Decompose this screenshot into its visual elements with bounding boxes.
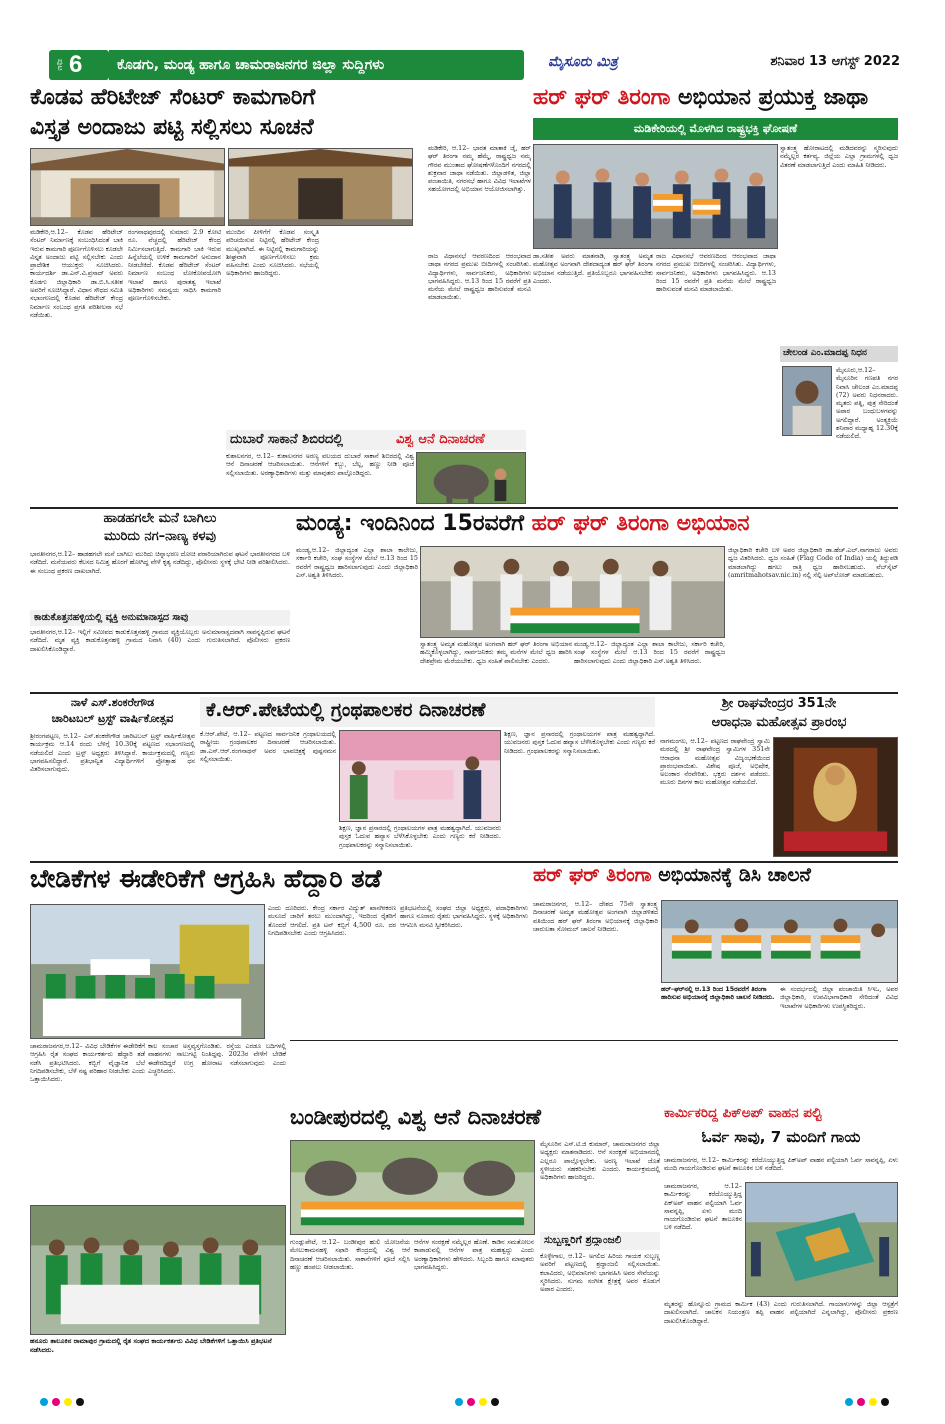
accident-headline-1: ಕಾರ್ಮಿಕರಿದ್ದ ಪಿಕ್‌ಅಪ್ ವಾಹನ ಪಲ್ಟಿ <box>664 1106 822 1121</box>
jatha-body-4: ಸ್ವಾತಂತ್ರ್ಯ ಹೋರಾಟದಲ್ಲಿ ಮಡಿದವರನ್ನು ಸ್ಮರಿಸುವುದು ನಮ್ಮೆಲ್ಲರ ಕರ್ತವ್ಯ. ಜಿಲ್ಲೆಯ ಎಲ್ಲಾ ಗ್ರಾಮಗಳಲ್ಲಿ ಧ್ವಜ ವಿತರಣೆ ಮಾಡಲಾಗುತ್ತಿದೆ ಎಂದು ಮಾಹಿತಿ ನೀಡಿದರು. <box>780 144 898 169</box>
protest-body-2: ಎಂದು ದೂರಿದರು. ಕೇಂದ್ರ ಸರ್ಕಾರ ವಿದ್ಯುತ್ ಖಾಸಗೀಕರಣ ಮಸೂದೆ ಜಾರಿಗೆ ತರಲು ಮುಂದಾಗಿದ್ದು, ಇದರಿಂದ ರೈತರಿಗೆ ತೊಂದರೆ ಆಗಲಿದೆ. ಪ್ರತಿ ಟನ್ ಕಬ್ಬಿಗೆ 4,500 ರೂ. ದರ ನಿಗದಿಪಡಿಸಬೇಕು ಎಂದು ಆಗ್ರಹಿಸಿದರು. <box>268 904 396 937</box>
protest-body-1: ಚಾಮರಾಜನಗರ,ಆ.12– ವಿವಿಧ ಬೇಡಿಕೆಗಳ ಈಡೇರಿಕೆಗೆ ಆಗ್ರಹಿಸಿ ರೈತ ಸಂಘದ ಕಾರ್ಯಕರ್ತರು ಹೆದ್ದಾರಿ ತಡೆ ನಡೆಸಿ ಪ್ರತಿಭಟಿಸಿದರು. ಕಬ್ಬಿಗೆ ವೈಜ್ಞಾನಿಕ ಬೆಲೆ ನಿಗದಿಪಡಿಸಬೇಕು, ಬೆಳೆ ನಷ್ಟ ಪರಿಹಾರ ನೀಡಬೇಕು ಎಂದು ಒತ್ತಾಯಿಸಿದರು. <box>30 1042 145 1084</box>
kodava-body-col-2: ರಂಗನಾಥಪುರದಲ್ಲಿ ಸುಮಾರು 2.9 ಕೋಟಿ ರೂ. ವೆಚ್ಚದಲ್ಲಿ ಹೆರಿಟೇಜ್ ಕೇಂದ್ರ ನಿರ್ಮಿಸಲಾಗುತ್ತಿದೆ. ಕಾಮಗಾರಿ ಬಾಕಿ ಇರುವ ಹಿನ್ನೆಲೆಯಲ್ಲಿ ಉಳಿಕೆ ಕಾಮಗಾರಿಗೆ ಅನುದಾನ ನೀಡಬೇಕಿದೆ. ಕೊಡವ ಹೆರಿಟೇಜ್ ಸೆಂಟರ್ ನಿರ್ಮಾಣ ಸಂಬಂಧ ಲೋಕೋಪಯೋಗಿ ಇಲಾಖೆ ಹಾಗೂ ಪುರಾತತ್ವ ಇಲಾಖೆ ಅಧಿಕಾರಿಗಳು ಸಮನ್ವಯ ಸಾಧಿಸಿ ಕಾಮಗಾರಿ ಪೂರ್ಣಗೊಳಿಸಬೇಕು. <box>128 228 221 303</box>
page-number-box <box>49 50 109 80</box>
library-body-2: ಶಿಕ್ಷಣ, ಜ್ಞಾನ ಪ್ರಸಾರದಲ್ಲಿ ಗ್ರಂಥಾಲಯಗಳ ಪಾತ್ರ ಮಹತ್ವದ್ದಾಗಿದೆ. ಯುವಜನರು ಪುಸ್ತಕ ಓದುವ ಹವ್ಯಾಸ ಬೆಳೆಸಿಕೊಳ್ಳಬೇಕು ಎಂದು ಗಣ್ಯರು ಕರೆ ನೀಡಿದರು. ಗ್ರಂಥಪಾಲಕರನ್ನು ಸನ್ಮಾನಿಸಲಾಯಿತು. <box>504 730 655 755</box>
death-headline: ಕಾಡುಕೊತ್ತನಹಳ್ಳಿಯಲ್ಲಿ ವ್ಯಕ್ತಿ ಅನುಮಾನಾಸ್ಪದ ಸಾವು <box>34 613 189 623</box>
kodava-body-col-3: ಮುಂದಿನ ಪೀಳಿಗೆಗೆ ಕೊಡವ ಸಂಸ್ಕೃತಿ ಪರಿಚಯಿಸುವ ನಿಟ್ಟಿನಲ್ಲಿ ಹೆರಿಟೇಜ್ ಕೇಂದ್ರ ಮುಖ್ಯವಾಗಿದೆ. ಈ ನಿಟ್ಟಿನಲ್ಲಿ ಕಾಮಗಾರಿಯನ್ನು ಶೀಘ್ರವಾಗಿ ಪೂರ್ಣಗೊಳಿಸಲು ಕ್ರಮ ವಹಿಸಬೇಕು ಎಂದು ಸೂಚಿಸಿದರು. ಸಭೆಯಲ್ಲಿ ಅಧಿಕಾರಿಗಳು ಹಾಜರಿದ್ದರು. <box>226 228 319 278</box>
dubare-headline-b: ವಿಶ್ವ ಆನೆ ದಿನಾಚರಣೆ <box>396 433 485 447</box>
tribute-body: ಕೊಳ್ಳೇಗಾಲ, ಆ.12– ಅಗಲಿದ ಹಿರಿಯ ಗಾಯಕ ಸುಬ್ಬಣ್ಣ ಅವರಿಗೆ ಪಟ್ಟಣದಲ್ಲಿ ಶ್ರದ್ಧಾಂಜಲಿ ಸಲ್ಲಿಸಲಾಯಿತು. ಕಲಾವಿದರು, ಅಭಿಮಾನಿಗಳು ಭಾಗವಹಿಸಿ ಅವರ ಸೇವೆಯನ್ನು ಸ್ಮರಿಸಿದರು. ಸುಗಮ ಸಂಗೀತ ಕ್ಷೇತ್ರಕ್ಕೆ ಅವರ ಕೊಡುಗೆ ಅಪಾರ ಎಂದರು. <box>540 1252 660 1294</box>
dc-headline-a: ಹರ್ ಘರ್ ತಿರಂಗಾ <box>533 866 652 886</box>
theft-body: ಭಾರತೀನಗರ,ಆ.12– ಹಾಡಹಗಲೇ ಮನೆ ಬಾಗಿಲು ಮುರಿದು ಚಿನ್ನಾಭರಣ ದೋಚಿ ಪರಾರಿಯಾಗಿರುವ ಘಟನೆ ಭಾರತೀನಗರದ ಬಳಿ ನಡೆದಿದೆ. ಮನೆಯವರು ಕೆಲಸದ ನಿಮಿತ್ತ ಹೊರಗೆ ಹೋಗಿದ್ದ ವೇಳೆ ಕೃತ್ಯ ನಡೆದಿದ್ದು, ಪೊಲೀಸರು ಸ್ಥಳಕ್ಕೆ ಭೇಟಿ ನೀಡಿ ಪರಿಶೀಲಿಸಿದರು. ಈ ಸಂಬಂಧ ಪ್ರಕರಣ ದಾಖಲಾಗಿದೆ. <box>30 550 290 575</box>
raghavendra-body: ನಾಗಮಂಗಲ, ಆ.12– ಪಟ್ಟಣದ ರಾಘವೇಂದ್ರ ಸ್ವಾಮಿ ಮಠದಲ್ಲಿ ಶ್ರೀ ರಾಘವೇಂದ್ರ ಸ್ವಾಮಿಗಳ 351ನೇ ಆರಾಧನಾ ಮಹೋತ್ಸವ ವಿಜೃಂಭಣೆಯಿಂದ ಪ್ರಾರಂಭವಾಯಿತು. ವಿಶೇಷ ಪೂಜೆ, ಅಭಿಷೇಕ, ಅಲಂಕಾರ ನೆರವೇರಿತು. ಭಕ್ತರು ದರ್ಶನ ಪಡೆದರು. ಮೂರು ದಿನಗಳ ಕಾಲ ಮಹೋತ್ಸವ ನಡೆಯಲಿದೆ. <box>660 737 770 787</box>
protest-body-4: ಕಾಲ ಸಂಚಾರ ಅಸ್ತವ್ಯಸ್ತಗೊಂಡಿತು. ರಸ್ತೆಯ ಎರಡೂ ಬದಿಗಳಲ್ಲಿ ವಾಹನಗಳು ಸಾಲುಗಟ್ಟಿ ನಿಂತಿದ್ದವು. 2023ರ ವೇಳೆಗೆ ಬೇಡಿಕೆ ಈಡೇರದಿದ್ದರೆ ಉಗ್ರ ಹೋರಾಟ ನಡೆಸಲಾಗುವುದು ಎಂದು ಎಚ್ಚರಿಸಿದರು. <box>148 1042 286 1075</box>
library-body-1b: ಶಿಕ್ಷಣ, ಜ್ಞಾನ ಪ್ರಸಾರದಲ್ಲಿ ಗ್ರಂಥಾಲಯಗಳ ಪಾತ್ರ ಮಹತ್ವದ್ದಾಗಿದೆ. ಯುವಜನರು ಪುಸ್ತಕ ಓದುವ ಹವ್ಯಾಸ ಬೆಳೆಸಿಕೊಳ್ಳಬೇಕು ಎಂದು ಗಣ್ಯರು ಕರೆ ನೀಡಿದರು. ಗ್ರಂಥಪಾಲಕರನ್ನು ಸನ್ಮಾನಿಸಲಾಯಿತು. <box>339 824 501 849</box>
temple-idol-photo <box>773 737 898 857</box>
mandya-body-2: ಸ್ವಾತಂತ್ರ್ಯ ಅಮೃತ ಮಹೋತ್ಸವ ಅಂಗವಾಗಿ ಹರ್ ಘರ್ ತಿರಂಗಾ ಅಭಿಯಾನ ಹಮ್ಮಿಕೊಳ್ಳಲಾಗಿದ್ದು, ಸಾರ್ವಜನಿಕರು ತಮ್ಮ ಮನೆಗಳ ಮೇಲೆ ಧ್ವಜ ಹಾರಿಸಿ ದೇಶಪ್ರೇಮ ಮೆರೆಯಬೇಕು. ಧ್ವಜ ಸಂಹಿತೆ ಪಾಲಿಸಬೇಕು ಎಂದರು. <box>420 640 572 665</box>
dc-headline <box>533 866 898 896</box>
jatha-body-3: ಡಾ.ಸತೀಶ ಅವರು ಮಾತನಾಡಿ, ಸ್ವಾತಂತ್ರ್ಯ ಅಮೃತ ಮಹೋತ್ಸವ ಅಂಗವಾಗಿ ದೇಶದಾದ್ಯಂತ ಹರ್ ಘರ್ ತಿರಂಗಾ ಅಭಿಯಾನ ನಡೆಯುತ್ತಿದೆ. ಪ್ರತಿಯೊಬ್ಬರೂ ಭಾಗವಹಿಸಬೇಕು ಎಂದರು. <box>533 252 653 285</box>
print-registration-marks <box>40 1398 84 1406</box>
accident-photo <box>745 1182 898 1297</box>
accident-headline-2: ಓರ್ವ ಸಾವು, 7 ಮಂದಿಗೆ ಗಾಯ <box>701 1130 861 1146</box>
bandipur-photo <box>290 1140 535 1235</box>
print-registration-marks <box>845 1398 889 1406</box>
protest-photo <box>30 904 265 1039</box>
divider <box>290 1040 898 1041</box>
mandya-photo <box>420 546 725 638</box>
mandya-headline-a: ಮಂಡ್ಯ: ಇಂದಿನಿಂದ 15ರವರೆಗೆ <box>296 512 524 536</box>
dubare-headline-a: ದುಬಾರೆ ಸಾಕಾನೆ ಶಿಬಿರದಲ್ಲಿ <box>230 433 344 447</box>
divider <box>30 861 898 863</box>
dc-photo <box>661 900 898 983</box>
obit-body: ಮೈಸೂರು,ಆ.12– ಮೈಸೂರಿನ ಗಣಪತಿ ನಗರ ನಿವಾಸಿ ಚೇಲಂಡ ಎಂ.ಮಾದಪ್ಪ (72) ಅವರು ನಿಧನರಾದರು. ಮೃತರು ಪತ್ನಿ, ಪುತ್ರ ಸೇರಿದಂತೆ ಅಪಾರ ಬಂಧುಬಳಗವನ್ನು ಅಗಲಿದ್ದಾರೆ. ಅಂತ್ಯಕ್ರಿಯೆ ಶನಿವಾರ ಮಧ್ಯಾಹ್ನ 12.30ಕ್ಕೆ ನಡೆಯಲಿದೆ. <box>836 366 898 441</box>
tribute-headline: ಸುಬ್ಬಣ್ಣರಿಗೆ ಶ್ರದ್ಧಾಂಜಲಿ <box>544 1235 622 1246</box>
accident-body-2: ಮೃತರನ್ನು ಹೊನ್ನೂರು ಗ್ರಾಮದ ಕಾರ್ಮಿಕ (43) ಎಂದು ಗುರುತಿಸಲಾಗಿದೆ. ಗಾಯಾಳುಗಳನ್ನು ಜಿಲ್ಲಾ ಆಸ್ಪತ್ರೆಗೆ ದಾಖಲಿಸಲಾಗಿದೆ. ಚಾಲಕನ ನಿಯಂತ್ರಣ ತಪ್ಪಿ ವಾಹನ ಪಲ್ಟಿಯಾಗಿದೆ ಎನ್ನಲಾಗಿದ್ದು, ಪೊಲೀಸರು ಪ್ರಕರಣ ದಾಖಲಿಸಿಕೊಂಡಿದ್ದಾರೆ. <box>664 1300 898 1325</box>
dubare-body: ಕುಶಾಲನಗರ, ಆ.12– ಕುಶಾಲನಗರ ಅರಣ್ಯ ವಲಯದ ದುಬಾರೆ ಸಾಕಾನೆ ಶಿಬಿರದಲ್ಲಿ ವಿಶ್ವ ಆನೆ ದಿನಾಚರಣೆ ಆಚರಿಸಲಾಯಿತು. ಆನೆಗಳಿಗೆ ಕಬ್ಬು, ಬೆಲ್ಲ, ಹಣ್ಣು ನೀಡಿ ಪೂಜೆ ಸಲ್ಲಿಸಲಾಯಿತು. ಅರಣ್ಯಾಧಿಕಾರಿಗಳು ಮತ್ತು ಮಾವುತರು ಪಾಲ್ಗೊಂಡಿದ್ದರು. <box>226 452 414 477</box>
bandipur-headline: ಬಂಡೀಪುರದಲ್ಲಿ ವಿಶ್ವ ಆನೆ ದಿನಾಚರಣೆ <box>290 1106 541 1129</box>
elephant-photo <box>416 452 526 504</box>
death-body: ಭಾರತೀನಗರ,ಆ.12– ಇಲ್ಲಿಗೆ ಸಮೀಪದ ಕಾಡುಕೊತ್ತನಹಳ್ಳಿ ಗ್ರಾಮದ ವ್ಯಕ್ತಿಯೊಬ್ಬರು ಅನುಮಾನಾಸ್ಪದವಾಗಿ ಸಾವನ್ನಪ್ಪಿರುವ ಘಟನೆ ನಡೆದಿದೆ. ಮೃತ ವ್ಯಕ್ತಿ ಕಾಡುಕೊತ್ತನಹಳ್ಳಿ ಗ್ರಾಮದ ನಿವಾಸಿ (40) ಎಂದು ಗುರುತಿಸಲಾಗಿದೆ. ಪೊಲೀಸರು ಪ್ರಕರಣ ದಾಖಲಿಸಿಕೊಂಡಿದ್ದಾರೆ. <box>30 628 290 653</box>
jatha-body-1: ಮಡಿಕೇರಿ, ಆ.12– ಭಾರತ ಮಾತಾಕಿ ಜೈ, ಹರ್ ಘರ್ ತಿರಂಗಾ ನಮ್ಮ ಹೆಮ್ಮೆ, ರಾಷ್ಟ್ರಧ್ವಜ ನಮ್ಮ ಗೌರವ ಮುಂತಾದ ಘೋಷಣೆಗಳೊಂದಿಗೆ ನಗರದಲ್ಲಿ ಶುಕ್ರವಾರ ಜಾಥಾ ನಡೆಯಿತು. ಜಿಲ್ಲಾಡಳಿತ, ಜಿಲ್ಲಾ ಪಂಚಾಯಿತಿ, ನಗರಸಭೆ ಹಾಗೂ ವಿವಿಧ ಇಲಾಖೆಗಳ ಸಹಯೋಗದಲ್ಲಿ ಅಭಿಯಾನ ಆಯೋಜಿಸಲಾಗಿತ್ತು. <box>428 144 531 194</box>
accident-body-1: ಚಾಮರಾಜನಗರ, ಆ.12– ಕಾರ್ಮಿಕರನ್ನು ಕರೆದೊಯ್ಯುತ್ತಿದ್ದ ಪಿಕ್‌ಅಪ್ ವಾಹನ ಪಲ್ಟಿಯಾಗಿ ಓರ್ವ ಸಾವನ್ನಪ್ಪಿ, ಏಳು ಮಂದಿ ಗಾಯಗೊಂಡಿರುವ ಘಟನೆ ತಾಲೂಕಿನ ಬಳಿ ನಡೆದಿದೆ. <box>664 1156 898 1173</box>
heritage-photo-1 <box>30 148 225 226</box>
accident-body-2a: ಚಾಮರಾಜನಗರ, ಆ.12– ಕಾರ್ಮಿಕರನ್ನು ಕರೆದೊಯ್ಯುತ್ತಿದ್ದ ಪಿಕ್‌ಅಪ್ ವಾಹನ ಪಲ್ಟಿಯಾಗಿ ಓರ್ವ ಸಾವನ್ನಪ್ಪಿ, ಏಳು ಮಂದಿ ಗಾಯಗೊಂಡಿರುವ ಘಟನೆ ತಾಲೂಕಿನ ಬಳಿ ನಡೆದಿದೆ. <box>664 1182 742 1232</box>
kodava-headline-2: ವಿಸ್ತೃತ ಅಂದಾಜು ಪಟ್ಟಿ ಸಲ್ಲಿಸಲು ಸೂಚನೆ <box>30 116 314 140</box>
protest-body-3: ಪ್ರತಿಭಟನೆಯಲ್ಲಿ ಸಂಘದ ಜಿಲ್ಲಾ ಅಧ್ಯಕ್ಷರು, ಪದಾಧಿಕಾರಿಗಳು ಹಾಗೂ ನೂರಾರು ರೈತರು ಭಾಗವಹಿಸಿದ್ದರು. ಸ್ಥಳಕ್ಕೆ ಅಧಿಕಾರಿಗಳು ಆಗಮಿಸಿ ಮನವಿ ಸ್ವೀಕರಿಸಿದರು. <box>400 904 528 929</box>
mandya-headline-b: ಹರ್ ಘರ್ ತಿರಂಗಾ ಅಭಿಯಾನ <box>531 512 750 536</box>
death-head-bar <box>30 610 290 626</box>
newspaper-name: ಮೈಸೂರು ಮಿತ್ರ <box>548 54 618 70</box>
divider <box>30 692 898 694</box>
protest-headline: ಬೇಡಿಕೆಗಳ ಈಡೇರಿಕೆಗೆ ಆಗ್ರಹಿಸಿ ಹೆದ್ದಾರಿ ತಡೆ <box>30 866 382 893</box>
jatha-headline-a: ಹರ್ ಘರ್ ತಿರಂಗಾ <box>533 86 671 110</box>
print-registration-marks <box>455 1398 499 1406</box>
trust-headline-2: ಚಾರಿಟಬಲ್ ಟ್ರಸ್ಟ್ ವಾರ್ಷಿಕೋತ್ಸವ <box>51 713 174 725</box>
jatha-photo <box>533 144 778 249</box>
protest-group-photo <box>30 1205 286 1335</box>
dc-body-1: ಚಾಮರಾಜನಗರ, ಆ.12– ದೇಶದ 75ನೇ ಸ್ವಾತಂತ್ರ್ಯ ದಿನಾಚರಣೆ ಅಮೃತ ಮಹೋತ್ಸವ ಅಂಗವಾಗಿ ಜಿಲ್ಲಾಡಳಿತದ ವತಿಯಿಂದ ಹರ್ ಘರ್ ತಿರಂಗಾ ಅಭಿಯಾನಕ್ಕೆ ಜಿಲ್ಲಾಧಿಕಾರಿ ಚಾರುಲತಾ ಸೋಮಲ್ ಚಾಲನೆ ನೀಡಿದರು. <box>533 900 658 933</box>
jatha-body-3b: ರಾಜ ವಿಧಾನಸಭೆ ಆವರಣದಿಂದ ಆರಂಭವಾದ ಜಾಥಾ ನಗರದ ಪ್ರಮುಖ ಬೀದಿಗಳಲ್ಲಿ ಸಂಚರಿಸಿತು. ವಿದ್ಯಾರ್ಥಿಗಳು, ಸಾರ್ವಜನಿಕರು, ಅಧಿಕಾರಿಗಳು ಭಾಗವಹಿಸಿದ್ದರು. ಆ.13 ರಿಂದ 15 ರವರೆಗೆ ಪ್ರತಿ ಮನೆಯ ಮೇಲೆ ರಾಷ್ಟ್ರಧ್ವಜ ಹಾರಿಸುವಂತೆ ಮನವಿ ಮಾಡಲಾಯಿತು. <box>656 252 776 294</box>
mandya-body-1: ಮಂಡ್ಯ,ಆ.12– ಜಿಲ್ಲಾದ್ಯಂತ ಎಲ್ಲಾ ಶಾಲಾ ಕಾಲೇಜು, ಸರ್ಕಾರಿ ಕಚೇರಿ, ಸಂಘ ಸಂಸ್ಥೆಗಳ ಮೇಲೆ ಆ.13 ರಿಂದ 15 ರವರೆಗೆ ರಾಷ್ಟ್ರಧ್ವಜ ಹಾರಿಸಲಾಗುವುದು ಎಂದು ಜಿಲ್ಲಾಧಿಕಾರಿ ಎಸ್.ಅಶ್ವತಿ ತಿಳಿಸಿದರು. <box>296 546 418 579</box>
dc-headline-b: ಅಭಿಯಾನಕ್ಕೆ ಡಿಸಿ ಚಾಲನೆ <box>658 866 811 886</box>
jatha-body-2: ರಾಜ ವಿಧಾನಸಭೆ ಆವರಣದಿಂದ ಆರಂಭವಾದ ಜಾಥಾ ನಗರದ ಪ್ರಮುಖ ಬೀದಿಗಳಲ್ಲಿ ಸಂಚರಿಸಿತು. ವಿದ್ಯಾರ್ಥಿಗಳು, ಸಾರ್ವಜನಿಕರು, ಅಧಿಕಾರಿಗಳು ಭಾಗವಹಿಸಿದ್ದರು. ಆ.13 ರಿಂದ 15 ರವರೆಗೆ ಪ್ರತಿ ಮನೆಯ ಮೇಲೆ ರಾಷ್ಟ್ರಧ್ವಜ ಹಾರಿಸುವಂತೆ ಮನವಿ ಮಾಡಲಾಯಿತು. <box>428 252 531 302</box>
library-body-1: ಕೆ.ಆರ್.ಪೇಟೆ, ಆ.12– ಪಟ್ಟಣದ ಸಾರ್ವಜನಿಕ ಗ್ರಂಥಾಲಯದಲ್ಲಿ ರಾಷ್ಟ್ರೀಯ ಗ್ರಂಥಪಾಲಕರ ದಿನಾಚರಣೆ ಆಚರಿಸಲಾಯಿತು. ಡಾ.ಎಸ್.ಆರ್.ರಂಗನಾಥನ್ ಅವರ ಭಾವಚಿತ್ರಕ್ಕೆ ಪುಷ್ಪನಮನ ಸಲ್ಲಿಸಲಾಯಿತು. <box>200 730 336 763</box>
dateline: ಶನಿವಾರ 13 ಆಗಸ್ಟ್ 2022 <box>770 54 900 69</box>
library-headline: ಕೆ.ಆರ್.ಪೇಟೆಯಲ್ಲಿ ಗ್ರಂಥಪಾಲಕರ ದಿನಾಚರಣೆ <box>200 697 655 727</box>
protest-caption: ಹನೂರು ತಾಲೂಕಿನ ರಾಮಾಪುರ ಗ್ರಾಮದಲ್ಲಿ ರೈತ ಸಂಘದ ಕಾರ್ಯಕರ್ತರು ವಿವಿಧ ಬೇಡಿಕೆಗಳಿಗೆ ಒತ್ತಾಯಿಸಿ ಪ್ರತಿಭಟನೆ ನಡೆಸಿದರು. <box>30 1337 272 1354</box>
speech-body: ಮೈಸೂರಿನ ಎಸ್.ಟಿ.ಜಿ ಕುಮಾರ್, ಚಾಮರಾಜನಗರ ಜಿಲ್ಲಾ ಅಧ್ಯಕ್ಷರು ಮಾತನಾಡಿದರು. ಆನೆ ಸಂರಕ್ಷಣೆ ಅಭಿಯಾನದಲ್ಲಿ ಎಲ್ಲರೂ ಪಾಲ್ಗೊಳ್ಳಬೇಕು. ಅರಣ್ಯ ಇಲಾಖೆ ಜೊತೆ ಸ್ಥಳೀಯರು ಸಹಕರಿಸಬೇಕು ಎಂದರು. ಕಾರ್ಯಕ್ರಮದಲ್ಲಿ ಅಧಿಕಾರಿಗಳು ಹಾಜರಿದ್ದರು. <box>540 1140 660 1182</box>
jatha-headline <box>533 86 898 114</box>
obit-headline: ಚೇಲಂಡ ಎಂ.ಮಾದಪ್ಪ ನಿಧನ <box>783 349 867 358</box>
divider <box>30 507 898 509</box>
trust-headline-1: ನಾಳೆ ಎಸ್.ಶಂಕರೇಗೌಡ <box>70 697 155 709</box>
kodava-body-col-1: ಮಡಿಕೇರಿ,ಆ.12– ಕೊಡವ ಹೆರಿಟೇಜ್ ಸೆಂಟರ್ ನಿರ್ಮಾಣಕ್ಕೆ ಸಂಬಂಧಿಸಿದಂತೆ ಬಾಕಿ ಇರುವ ಕಾಮಗಾರಿ ಪೂರ್ಣಗೊಳಿಸಲು ಕೂಡಲೇ ವಿಸ್ತೃತ ಅಂದಾಜು ಪಟ್ಟಿ ಸಲ್ಲಿಸಬೇಕು ಎಂದು ಪ್ರಾದೇಶಿಕ ಆಯುಕ್ತರು ಸೂಚಿಸಿದರು. ಕಾರ್ಯದರ್ಶಿ ಡಾ.ಎನ್.ವಿ.ಪ್ರಸಾದ್ ಅವರು ಕೊಡಗು ಜಿಲ್ಲಾಧಿಕಾರಿ ಡಾ.ಬಿ.ಸಿ.ಸತೀಶ ಅವರಿಗೆ ಸೂಚಿಸಿದ್ದಾರೆ. ವಿಧಾನ ಸೌಧದ ಸಮಿತಿ ಸಭಾಂಗಣದಲ್ಲಿ ಕೊಡವ ಹೆರಿಟೇಜ್ ಕೇಂದ್ರ ನಿರ್ಮಾಣ ಸಂಬಂಧ ಪ್ರಗತಿ ಪರಿಶೀಲನಾ ಸಭೆ ನಡೆಯಿತು. <box>30 228 123 319</box>
dubare-headline-bar <box>226 430 526 450</box>
library-photo <box>339 730 501 822</box>
raghavendra-headline-2: ಆರಾಧನಾ ಮಹೋತ್ಸವ ಪ್ರಾರಂಭ <box>711 716 847 730</box>
trust-body: ಶ್ರೀರಂಗಪಟ್ಟಣ, ಆ.12– ಎಸ್.ಶಂಕರೇಗೌಡ ಚಾರಿಟಬಲ್ ಟ್ರಸ್ಟ್ ವಾರ್ಷಿಕೋತ್ಸವ ಕಾರ್ಯಕ್ರಮ ಆ.14 ರಂದು ಬೆಳಿಗ್ಗೆ 10.30ಕ್ಕೆ ಪಟ್ಟಣದ ಸಭಾಂಗಣದಲ್ಲಿ ನಡೆಯಲಿದೆ ಎಂದು ಟ್ರಸ್ಟ್ ಅಧ್ಯಕ್ಷರು ತಿಳಿಸಿದ್ದಾರೆ. ಕಾರ್ಯಕ್ರಮದಲ್ಲಿ ಗಣ್ಯರು ಭಾಗವಹಿಸಲಿದ್ದಾರೆ. ಪ್ರತಿಭಾನ್ವಿತ ವಿದ್ಯಾರ್ಥಿಗಳಿಗೆ ಪ್ರೋತ್ಸಾಹ ಧನ ವಿತರಿಸಲಾಗುವುದು. <box>30 732 195 774</box>
mandya-headline <box>296 512 898 542</box>
page-label: ಪುಟ <box>56 59 65 71</box>
page-number: 6 <box>69 51 83 78</box>
obit-photo <box>782 366 832 436</box>
tribute-head-bar <box>540 1232 660 1250</box>
heritage-photo-2 <box>228 148 413 226</box>
bandipur-body-1: ಗುಂಡ್ಲುಪೇಟೆ, ಆ.12– ಬಂಡೀಪುರ ಹುಲಿ ಯೋಜನೆಯ ಮೇಲುಕಾಮನಹಳ್ಳಿ ಸಫಾರಿ ಕೇಂದ್ರದಲ್ಲಿ ವಿಶ್ವ ಆನೆ ದಿನಾಚರಣೆ ಆಚರಿಸಲಾಯಿತು. ಸಾಕಾನೆಗಳಿಗೆ ಪೂಜೆ ಸಲ್ಲಿಸಿ ಹಣ್ಣು ಹಂಪಲು ನೀಡಲಾಯಿತು. <box>290 1238 410 1271</box>
section-title: ಕೊಡಗು, ಮಂಡ್ಯ ಹಾಗೂ ಚಾಮರಾಜನಗರ ಜಿಲ್ಲಾ ಸುದ್ದಿಗಳು <box>109 50 524 80</box>
jatha-kicker: ಮಡಿಕೇರಿಯಲ್ಲಿ ಮೊಳಗಿದ ರಾಷ್ಟ್ರಭಕ್ತಿ ಘೋಷಣೆ <box>533 118 898 140</box>
dc-caption: ಹರ್–ಘರ್‌ನಲ್ಲಿ ಆ.13 ರಿಂದ 15ರವರೆಗೆ ತಿರಂಗಾ ಹಾರಿಸುವ ಅಭಿಯಾನಕ್ಕೆ ಜಿಲ್ಲಾಧಿಕಾರಿ ಚಾಲನೆ ನೀಡಿದರು. <box>661 985 775 1002</box>
raghavendra-headline-1: ಶ್ರೀ ರಾಘವೇಂದ್ರರ 351ನೇ <box>721 697 837 711</box>
dc-body-3: ಈ ಸಂದರ್ಭದಲ್ಲಿ ಜಿಲ್ಲಾ ಪಂಚಾಯಿತಿ ಸಿಇಒ, ಅಪರ ಜಿಲ್ಲಾಧಿಕಾರಿ, ಉಪವಿಭಾಗಾಧಿಕಾರಿ ಸೇರಿದಂತೆ ವಿವಿಧ ಇಲಾಖೆಗಳ ಅಧಿಕಾರಿಗಳು ಉಪಸ್ಥಿತರಿದ್ದರು. <box>780 985 898 1010</box>
bandipur-body-2: ಆನೆಗಳ ಸಂರಕ್ಷಣೆ ನಮ್ಮೆಲ್ಲರ ಹೊಣೆ. ಕಾಡಿನ ಸಮತೋಲನ ಕಾಪಾಡುವಲ್ಲಿ ಆನೆಗಳ ಪಾತ್ರ ಮಹತ್ವದ್ದು ಎಂದು ಅರಣ್ಯಾಧಿಕಾರಿಗಳು ಹೇಳಿದರು. ಸಿಬ್ಬಂದಿ ಹಾಗೂ ಮಾವುತರು ಭಾಗವಹಿಸಿದ್ದರು. <box>414 1238 534 1271</box>
mandya-body-2b: ಮಂಡ್ಯ,ಆ.12– ಜಿಲ್ಲಾದ್ಯಂತ ಎಲ್ಲಾ ಶಾಲಾ ಕಾಲೇಜು, ಸರ್ಕಾರಿ ಕಚೇರಿ, ಸಂಘ ಸಂಸ್ಥೆಗಳ ಮೇಲೆ ಆ.13 ರಿಂದ 15 ರವರೆಗೆ ರಾಷ್ಟ್ರಧ್ವಜ ಹಾರಿಸಲಾಗುವುದು ಎಂದು ಜಿಲ್ಲಾಧಿಕಾರಿ ಎಸ್.ಅಶ್ವತಿ ತಿಳಿಸಿದರು. <box>574 640 725 665</box>
jatha-headline-b: ಅಭಿಯಾನ ಪ್ರಯುಕ್ತ ಜಾಥಾ <box>678 86 869 110</box>
theft-headline-1: ಹಾಡಹಗಲೇ ಮನೆ ಬಾಗಿಲು <box>103 512 217 526</box>
kodava-headline-1: ಕೊಡವ ಹೆರಿಟೇಜ್ ಸೆಂಟರ್ ಕಾಮಗಾರಿಗೆ <box>30 86 316 110</box>
mandya-body-3: ಜಿಲ್ಲಾಧಿಕಾರಿ ಕಚೇರಿ ಬಳಿ ಅಪರ ಜಿಲ್ಲಾಧಿಕಾರಿ ಡಾ.ಹೆಚ್.ಎಲ್.ನಾಗರಾಜು ಅವರು ಧ್ವಜ ವಿತರಿಸಿದರು. ಧ್ವಜ ಸಂಹಿತೆ (Flag Code of India) ಯಲ್ಲಿ ತಿದ್ದುಪಡಿ ಮಾಡಲಾಗಿದ್ದು ಹಗಲು ರಾತ್ರಿ ಧ್ವಜ ಹಾರಿಸಬಹುದು. ವೆಬ್‌ಸೈಟ್ (amritmahotsav.nic.in) ನಲ್ಲಿ ಸೆಲ್ಫಿ ಅಪ್‌ಲೋಡ್ ಮಾಡಬಹುದು. <box>728 546 898 579</box>
theft-headline-2: ಮುರಿದು ನಗ–ನಾಣ್ಯ ಕಳವು <box>103 530 217 544</box>
obit-head-bar <box>780 346 898 362</box>
